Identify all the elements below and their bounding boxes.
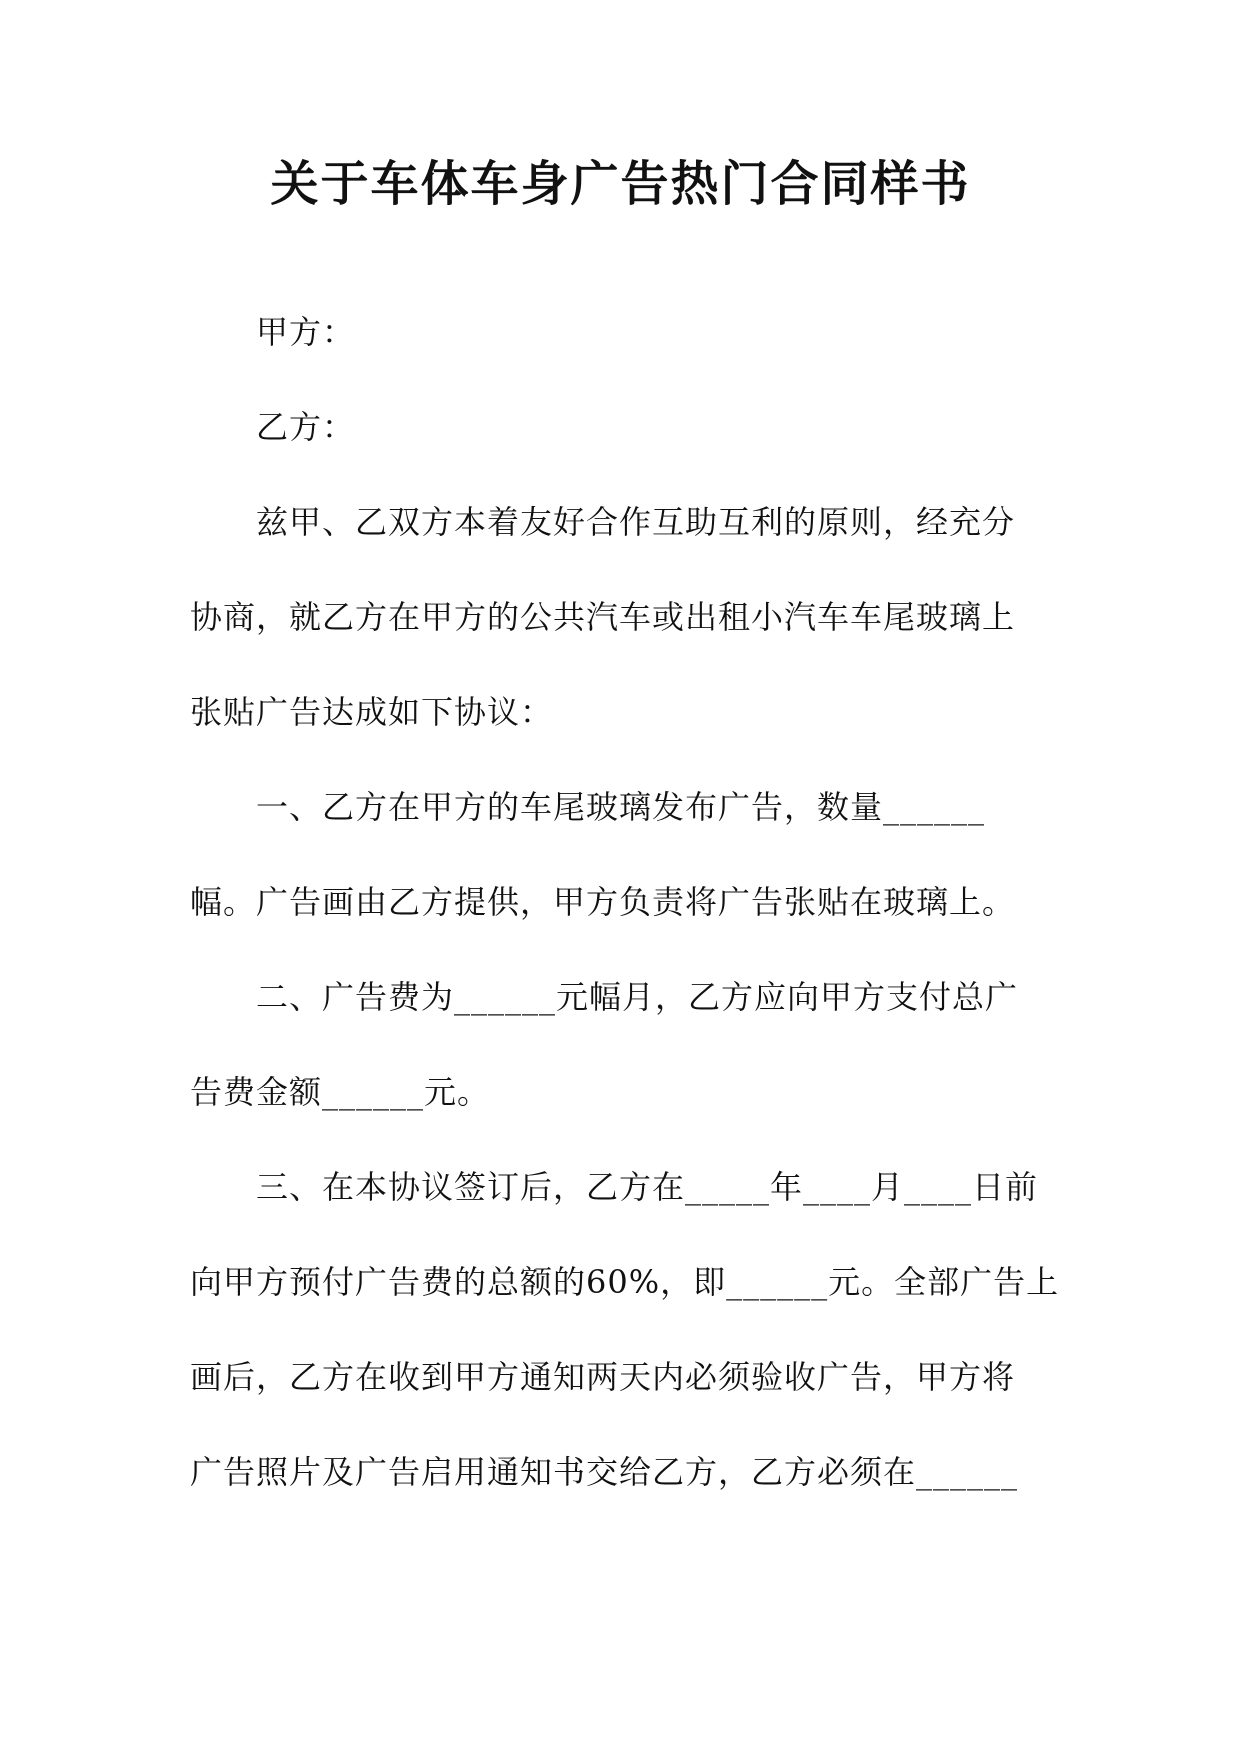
document-title: 关于车体车身广告热门合同样书: [270, 156, 971, 212]
clause-3-line: 广告照片及广告启用通知书交给乙方，乙方必须在______: [190, 1453, 1019, 1491]
clause-3-line: 向甲方预付广告费的总额的60%，即______元。全部广告上: [190, 1263, 1060, 1301]
clause-1-line: 一、乙方在甲方的车尾玻璃发布广告，数量______: [256, 788, 986, 826]
clause-3-line: 画后，乙方在收到甲方通知两天内必须验收广告，甲方将: [190, 1358, 1016, 1396]
party-a-line: 甲方：: [256, 313, 356, 351]
body-line: 兹甲、乙双方本着友好合作互助互利的原则，经充分: [256, 503, 1016, 541]
body-line: 张贴广告达成如下协议：: [190, 693, 554, 731]
clause-2-line: 二、广告费为______元幅月，乙方应向甲方支付总广: [256, 978, 1019, 1016]
clause-2-line: 告费金额______元。: [190, 1073, 491, 1111]
body-line: 协商，就乙方在甲方的公共汽车或出租小汽车车尾玻璃上: [190, 598, 1016, 636]
clause-1-line: 幅。广告画由乙方提供，甲方负责将广告张贴在玻璃上。: [190, 883, 1016, 921]
party-b-line: 乙方：: [256, 408, 356, 446]
clause-3-line: 三、在本协议签订后，乙方在_____年____月____日前: [256, 1168, 1039, 1206]
